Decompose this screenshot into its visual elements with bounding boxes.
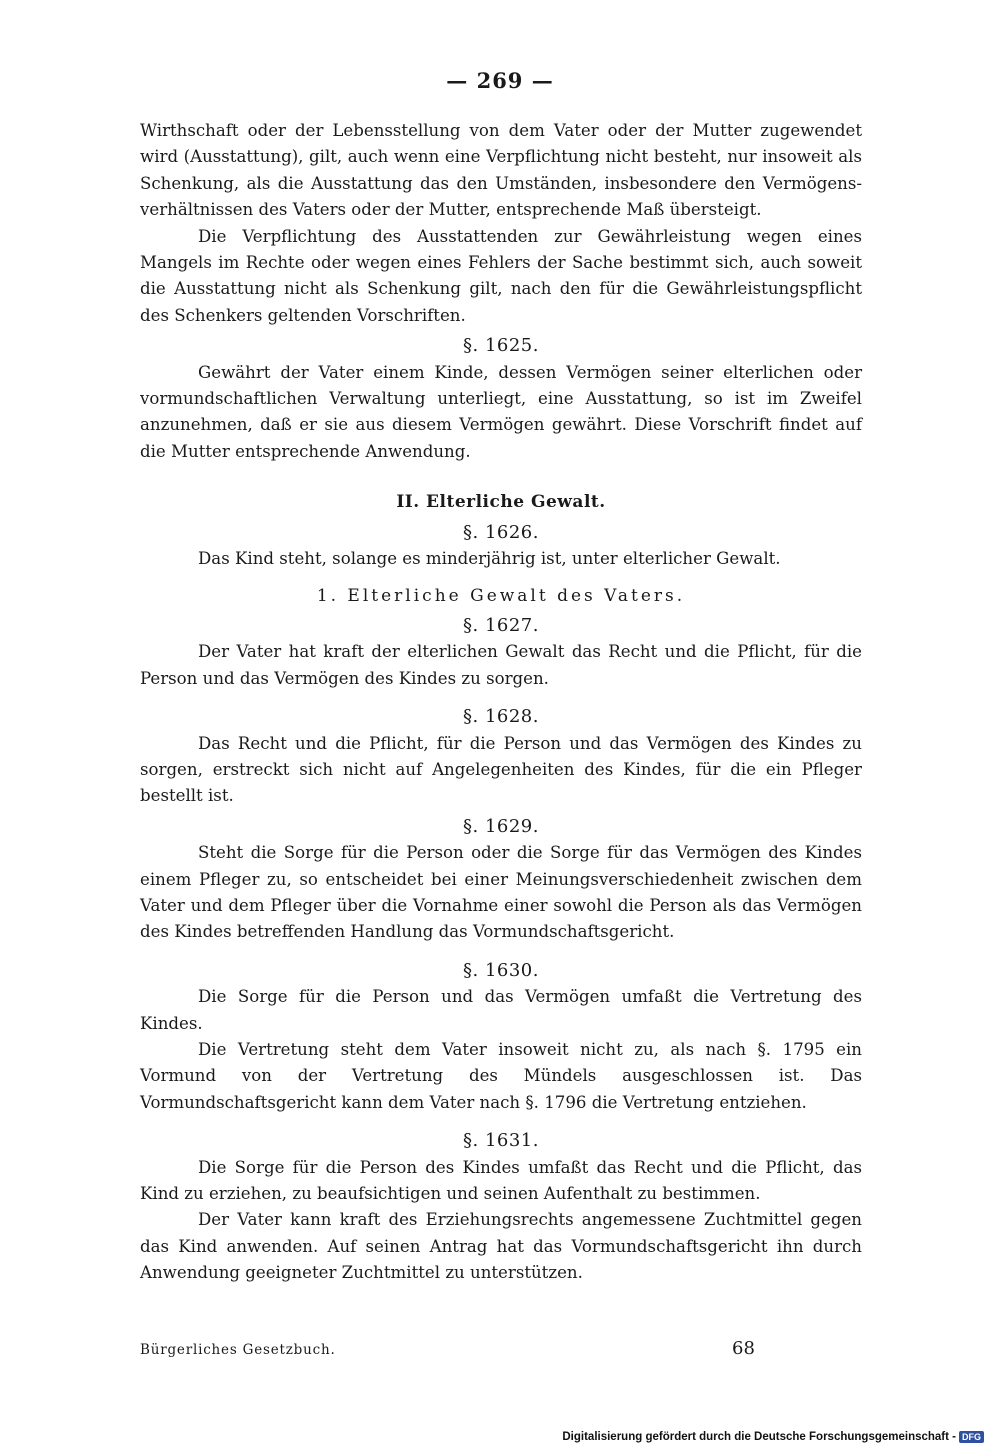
digitization-note-text: Digitalisierung gefördert durch die Deutsche Forschungsgemeinschaft - (562, 1431, 956, 1443)
sheet-number: 68 (732, 1338, 755, 1359)
paragraph-1627: Der Vater hat kraft der elterlichen Gewalt das Recht und die Pflicht, für die Person und das Vermögen des Kindes zu sorgen. (140, 642, 862, 688)
book-title-footer: Bürgerliches Gesetzbuch. (140, 1342, 336, 1358)
page-number: — 269 — (446, 68, 554, 93)
paragraph-1625: Gewährt der Vater einem Kinde, dessen Vermögen seiner elterlichen oder vormundschaftlichen Verwaltung unterliegt, eine Ausstattung, so ist im Zweifel anzunehmen, daß er sie aus diesem Vermögen gewährt. Diese Vorschrift findet auf die Mutter entsprechende Anwendung. (140, 362, 862, 461)
section-heading-1629: §. 1629. (463, 815, 539, 837)
paragraph-1631-a: Die Sorge für die Person des Kindes umfaßt das Recht und die Pflicht, das Kind zu erziehen, zu beaufsichtigen und seinen Aufenthalt zu bestimmen. (140, 1157, 862, 1204)
paragraph-1631-b: Der Vater kann kraft des Erziehungsrechts angemessene Zuchtmittel gegen das Kind anwenden. Auf seinen Antrag hat das Vormundschaftsgericht ihn durch Anwendung geeigneter Zuchtmittel zu unterstützen. (140, 1210, 862, 1283)
paragraph-1630-b: Die Vertretung steht dem Vater insoweit nicht zu, als nach §. 1795 ein Vormund von der Vertretung des Mündels ausgeschlossen ist. Das Vormundschaftsgericht kann dem Vater nach §. 1796 die Vertretung entziehen. (140, 1040, 862, 1112)
paragraph: Die Verpflichtung des Ausstattenden zur Gewährleistung wegen eines Mangels im Rechte oder wegen eines Fehlers der Sache bestimmt sich, auch soweit die Ausstattung nicht als Schenkung gilt, nach den für die Gewährleistungspflicht des Schenkers geltenden Vorschriften. (140, 226, 862, 325)
chapter-heading: II. Elterliche Gewalt. (396, 492, 606, 513)
section-heading-1627: §. 1627. (463, 614, 539, 636)
paragraph-continuation: Wirthschaft oder der Lebensstellung von dem Vater oder der Mutter zugewendet wird (Ausstattung), gilt, auch wenn eine Verpflichtung nicht besteht, nur insoweit als Schenkung, als die Ausstattung das den Umständen, insbesondere den Vermögens-verhältnissen des Vaters oder der Mutter, entsprechende Maß übersteigt. (140, 121, 862, 220)
subchapter-heading: 1. Elterliche Gewalt des Vaters. (316, 585, 686, 606)
section-heading-1630: §. 1630. (463, 959, 539, 981)
section-heading-1628: §. 1628. (463, 706, 539, 728)
paragraph-1628: Das Recht und die Pflicht, für die Person und das Vermögen des Kindes zu sorgen, erstreckt sich nicht auf Angelegenheiten des Kindes, für die ein Pfleger bestellt ist. (140, 733, 862, 806)
paragraph-1626: Das Kind steht, solange es minderjährig ist, unter elterlicher Gewalt. (198, 549, 781, 569)
dfg-logo-icon: DFG (959, 1431, 984, 1443)
section-heading-1631: §. 1631. (463, 1130, 539, 1152)
paragraph-1630-a: Die Sorge für die Person und das Vermögen umfaßt die Vertretung des Kindes. (140, 987, 862, 1033)
paragraph-1629: Steht die Sorge für die Person oder die Sorge für das Vermögen des Kindes einem Pfleger zu, so entscheidet bei einer Meinungsverschiedenheit zwischen dem Vater und dem Pfleger über die Vornahme einer sowohl die Person als das Vermögen des Kindes betreffenden Handlung das Vormundschaftsgericht. (140, 843, 862, 942)
section-heading-1626: §. 1626. (463, 521, 539, 543)
section-heading-1625: §. 1625. (463, 335, 539, 357)
digitization-note (562, 1431, 984, 1443)
page-body (140, 118, 862, 1287)
